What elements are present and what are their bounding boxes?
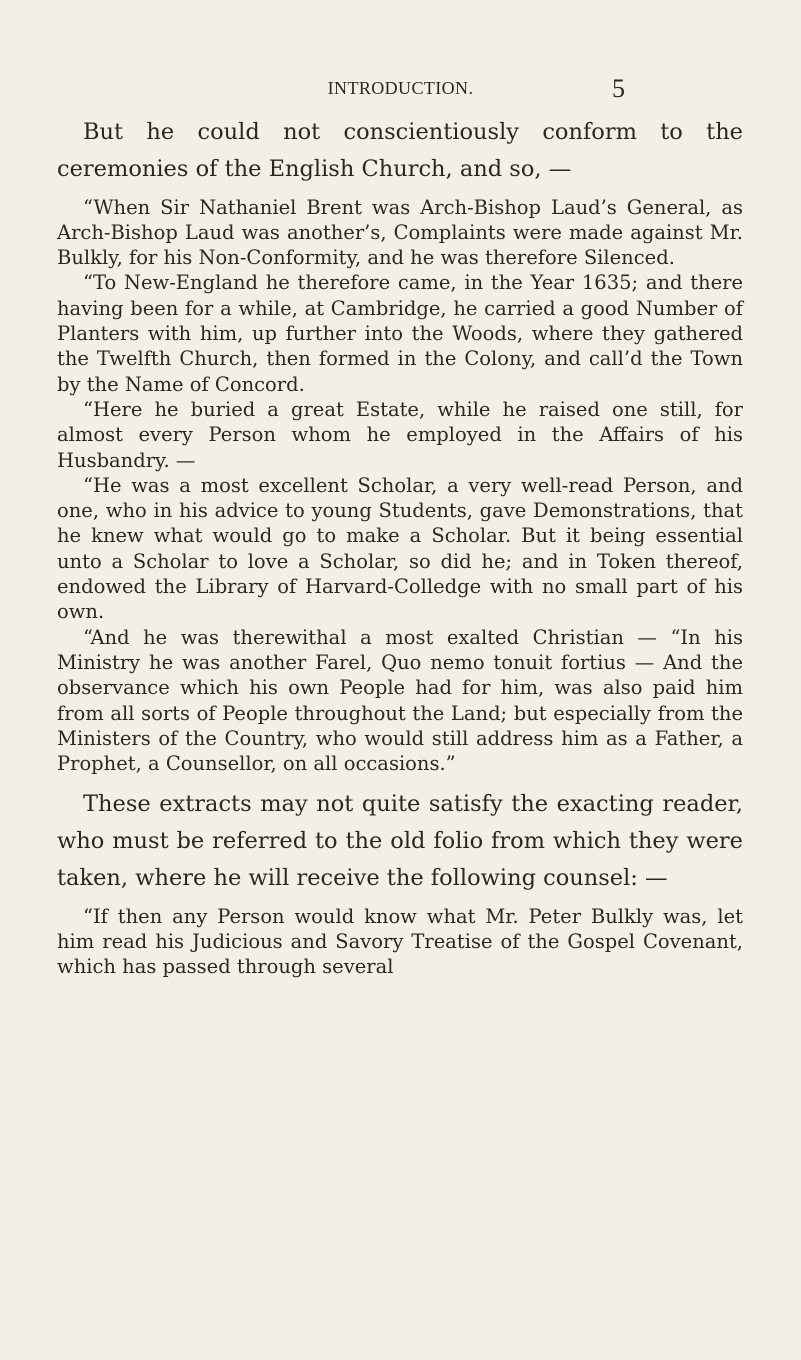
page-header: [0, 74, 801, 104]
quote-paragraph: “When Sir Nathaniel Brent was Arch-Bishop Laud’s General, as Arch-Bishop Laud was another’s, Complaints were made against Mr. Bulkly, for his Non-Conformity, and he was therefore Silenced.: [57, 195, 743, 270]
body-text: [57, 114, 743, 980]
quote-paragraph: “And he was therewithal a most exalted Christian — “In his Ministry he was another Farel, Quo nemo tonuit fortius — And the observance which his own People had for him, was also paid him from all sorts of People throughout the Land; but especially from the Ministers of the Country, who would still address him as a Father, a Prophet, a Counsellor, on all occasions.”: [57, 625, 743, 776]
running-head: INTRODUCTION.: [327, 78, 474, 98]
quote-paragraph: “If then any Person would know what Mr. Peter Bulkly was, let him read his Judicious and Savory Treatise of the Gospel Covenant, which has passed through several: [57, 904, 743, 979]
page-number: 5: [612, 74, 625, 103]
paragraph: These extracts may not quite satisfy the exacting reader, who must be referred to the old folio from which they were taken, where he will receive the following counsel: —: [57, 791, 743, 892]
quote-paragraph: “Here he buried a great Estate, while he raised one still, for almost every Person whom he employed in the Affairs of his Husbandry. —: [57, 397, 743, 472]
quote-paragraph: “To New-England he therefore came, in the Year 1635; and there having been for a while, at Cambridge, he carried a good Number of Planters with him, up further into the Woods, where they gathered the Twelfth Church, then formed in the Colony, and call’d the Town by the Name of Concord.: [57, 271, 743, 396]
paragraph: But he could not conscientiously conform to the ceremonies of the English Church, and so, —: [57, 119, 743, 182]
quote-paragraph: “He was a most excellent Scholar, a very well-read Person, and one, who in his advice to young Students, gave Demonstrations, that he knew what would go to make a Scholar. But it being essential unto a Scholar to love a Scholar, so did he; and in Token thereof, endowed the Library of Harvard-Colledge with no small part of his own.: [57, 473, 743, 624]
